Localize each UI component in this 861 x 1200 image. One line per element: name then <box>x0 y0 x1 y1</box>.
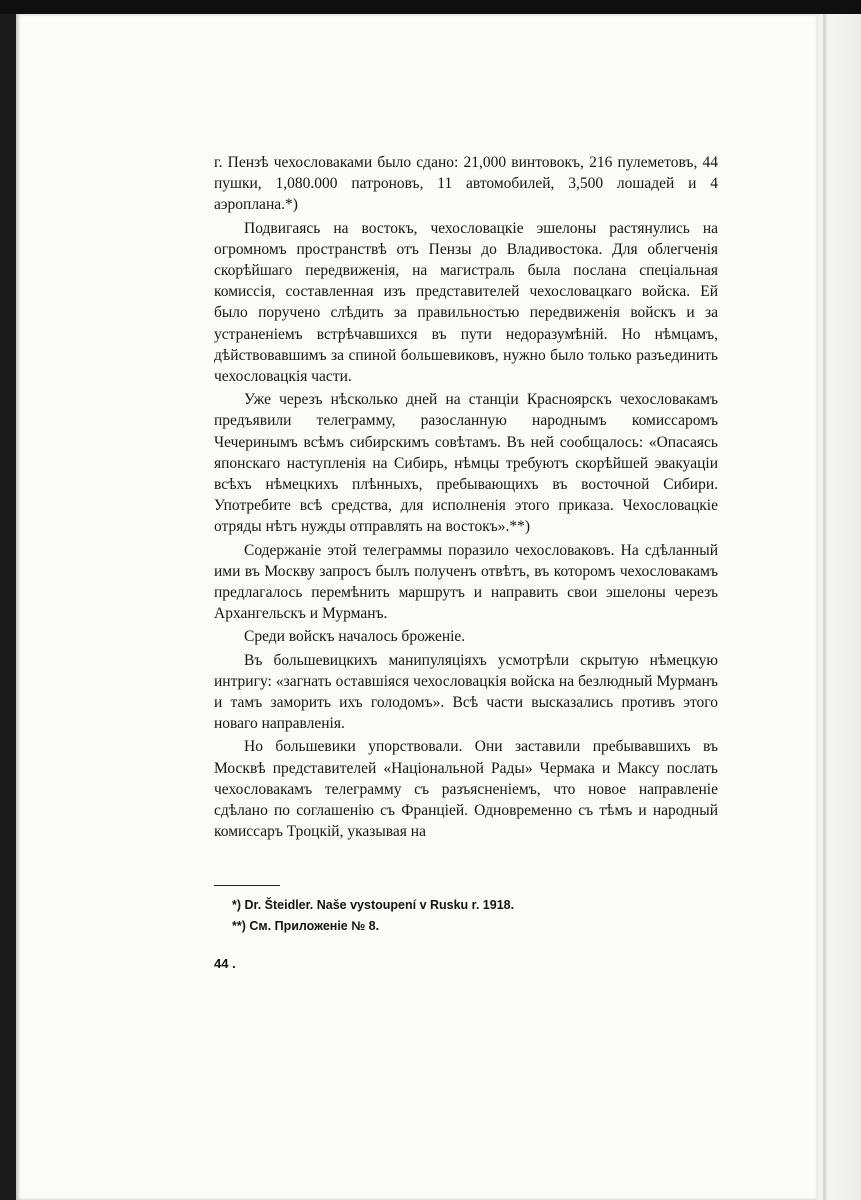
paragraph-7: Но большевики упорствовали. Они заставили пребывавшихъ въ Москвѣ представителей «Національной Рады» Чермака и Максу послать чехословакамъ телеграмму съ разъясненіемъ, что новое направленіе сдѣлано по соглашенію съ Франціей. Одновременно съ тѣмъ и народный комиссаръ Троцкій, указывая на <box>214 738 718 841</box>
paragraph-2: Подвигаясь на востокъ, чехословацкіе эшелоны растянулись на огромномъ пространствѣ отъ Пензы до Владивостока. Для облегченія скорѣйшаго передвиженія, на магистраль была послана спеціальная комиссія, составленная изъ представителей чехословацкаго войска. Ей было поручено слѣдить за правильностью передвиженія войскъ и за устраненіемъ встрѣчавшихся въ пути недоразумѣній. Но нѣмцамъ, дѣйствовавшимъ за спиной большевиковъ, нужно было только разъединить чехословацкія части. <box>214 219 718 386</box>
footnote-1: *) Dr. Šteidler. Naše vystoupení v Rusku r. 1918. <box>232 898 515 912</box>
page-spine-edge <box>816 14 861 1200</box>
paragraph-3: Уже черезъ нѣсколько дней на станціи Красноярскъ чехословакамъ предъявили телеграмму, разосланную народнымъ комиссаромъ Чечеринымъ всѣмъ сибирскимъ совѣтамъ. Въ ней сообщалось: «Опасаясь японскаго наступленія на Сибирь, нѣмцы требуютъ скорѣйшей эвакуаціи всѣхъ нѣмецкихъ плѣнныхъ, пребывающихъ въ восточной Сибири. Употребите всѣ средства, для исполненія этого приказа. Чехословацкіе отряды нѣтъ нужды отправлять на востокъ».**) <box>214 391 718 536</box>
paragraph-5: Среди войскъ началось броженіе. <box>244 628 466 646</box>
scan-top-edge <box>0 0 861 14</box>
paragraph-4: Содержаніе этой телеграммы поразило чехословаковъ. На сдѣланный ими въ Москву запросъ былъ полученъ отвѣтъ, въ которомъ чехословакамъ предлагалось перемѣнить маршрутъ и направить свои эшелоны черезъ Архангельскъ и Мурманъ. <box>214 541 718 623</box>
paragraph-6: Въ большевицкихъ манипуляціяхъ усмотрѣли скрытую нѣмецкую интригу: «загнать оставшіяся чехословацкія войска на безлюдный Мурманъ и тамъ заморить ихъ голодомъ». Всѣ части высказались противъ этого новаго направленія. <box>214 651 718 733</box>
footnotes <box>232 895 712 937</box>
main-text <box>214 152 718 843</box>
paragraph-1: г. Пензѣ чехословаками было сдано: 21,000 винтовокъ, 216 пулеметовъ, 44 пушки, 1,080.000 патроновъ, 11 автомобилей, 3,500 лошадей и 4 аэроплана.*) <box>214 154 718 214</box>
footnote-divider <box>214 885 280 886</box>
footnote-2: **) См. Приложеніе № 8. <box>232 919 380 933</box>
page-number: 44 . <box>214 956 236 971</box>
